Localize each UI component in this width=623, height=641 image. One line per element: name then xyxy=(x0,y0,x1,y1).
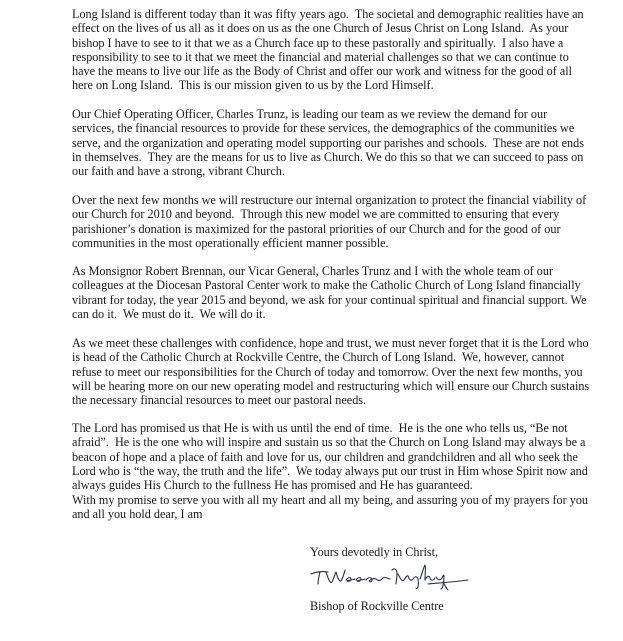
text-line: The Lord has promised us that He is with us until the end of time. He is the one who tells us, “Be not xyxy=(72,421,568,435)
text-line: will be hearing more on our new operating model and restructuring which will ensure our Church sustains xyxy=(72,378,590,393)
closing-title: Bishop of Rockville Centre xyxy=(310,599,444,613)
text-line: always guides His Church to the fullness He has promised and He has guaranteed. xyxy=(72,478,473,493)
paragraph-7 xyxy=(72,493,592,522)
text-line: Lord who is “the way, the truth and the life”. We today always put our trust in Him whose Spirit now and xyxy=(72,463,588,478)
closing-salutation: Yours devotedly in Christ, xyxy=(310,545,439,559)
text-line: parishioner’s donation is maximized for the pastoral priorities of our Church and for the good of our xyxy=(72,221,561,236)
text-line: beacon of hope and a place of faith and love for us, our children and grandchildren and all who seek the xyxy=(72,449,578,464)
text-line: refuse to meet our responsibilities for the Church of today and tomorrow. Over the next few months, you xyxy=(72,364,583,379)
text-line: Our Chief Operating Officer, Charles Trunz, is leading our team as we review the demand for our xyxy=(72,107,548,121)
text-line: have the means to live our life as the Body of Christ and offer our work and witness for the good of all xyxy=(72,64,573,79)
paragraph-3 xyxy=(72,193,592,250)
text-line: in themselves. They are the means for us to live as Church. We do this so that we can succeed to pass on xyxy=(72,149,584,164)
paragraph-6 xyxy=(72,421,592,492)
text-line: can do it. We must do it. We will do it. xyxy=(72,306,266,321)
text-line: and all you hold dear, I am xyxy=(72,507,203,522)
text-line: effect on the lives of us all as it does on us as the one Church of Jesus Christ on Long Island. As your xyxy=(72,21,569,36)
text-line: the necessary financial resources to meet our pastoral needs. xyxy=(72,393,367,408)
paragraph-4 xyxy=(72,264,592,321)
text-line: colleagues at the Diocesan Pastoral Center work to make the Catholic Church of Long Island financially xyxy=(72,278,581,293)
text-line: bishop I have to see to it that we as a Church face up to these pastorally and spiritually. I also have a xyxy=(72,35,564,50)
paragraph-5 xyxy=(72,336,592,407)
text-line: our faith and have a strong, vibrant Church. xyxy=(72,164,285,179)
text-line: here on Long Island. This is our mission given to us by the Lord Himself. xyxy=(72,78,434,93)
text-line: Over the next few months we will restructure our internal organization to protect the financial viability of xyxy=(72,193,587,207)
text-line: vibrant for today, the year 2015 and beyond, we ask for your continual spiritual and financial support. We xyxy=(72,292,587,307)
paragraph-1 xyxy=(72,7,592,93)
text-line: services, the financial resources to provide for these services, the demographics of the communities we xyxy=(72,121,575,136)
text-line: serve, and the organization and operating model supporting our parishes and schools. These are not ends xyxy=(72,135,584,150)
text-line: With my promise to serve you with all my heart and all my being, and assuring you of my prayers for you xyxy=(72,493,589,507)
text-line: our Church for 2010 and beyond. Through this new model we are committed to ensuring that every xyxy=(72,207,560,222)
text-line: Long Island is different today than it was fifty years ago. The societal and demographic realities have an xyxy=(72,7,584,21)
paragraph-2 xyxy=(72,107,592,178)
handwritten-signature-icon xyxy=(308,560,478,592)
text-line: communities in the most operationally efficient manner possible. xyxy=(72,235,389,250)
text-line: responsibility to see to it that we meet the financial and material challenges so that we can continue to xyxy=(72,49,569,64)
text-line: As Monsignor Robert Brennan, our Vicar General, Charles Trunz and I with the whole team of our xyxy=(72,264,554,278)
text-line: As we meet these challenges with confidence, hope and trust, we must never forget that it is the Lord who xyxy=(72,336,589,350)
text-line: is head of the Catholic Church at Rockville Centre, the Church of Long Island. We, however, cannot xyxy=(72,350,565,365)
text-line: afraid”. He is the one who will inspire and sustain us so that the Church on Long Island may always be a xyxy=(72,435,586,450)
